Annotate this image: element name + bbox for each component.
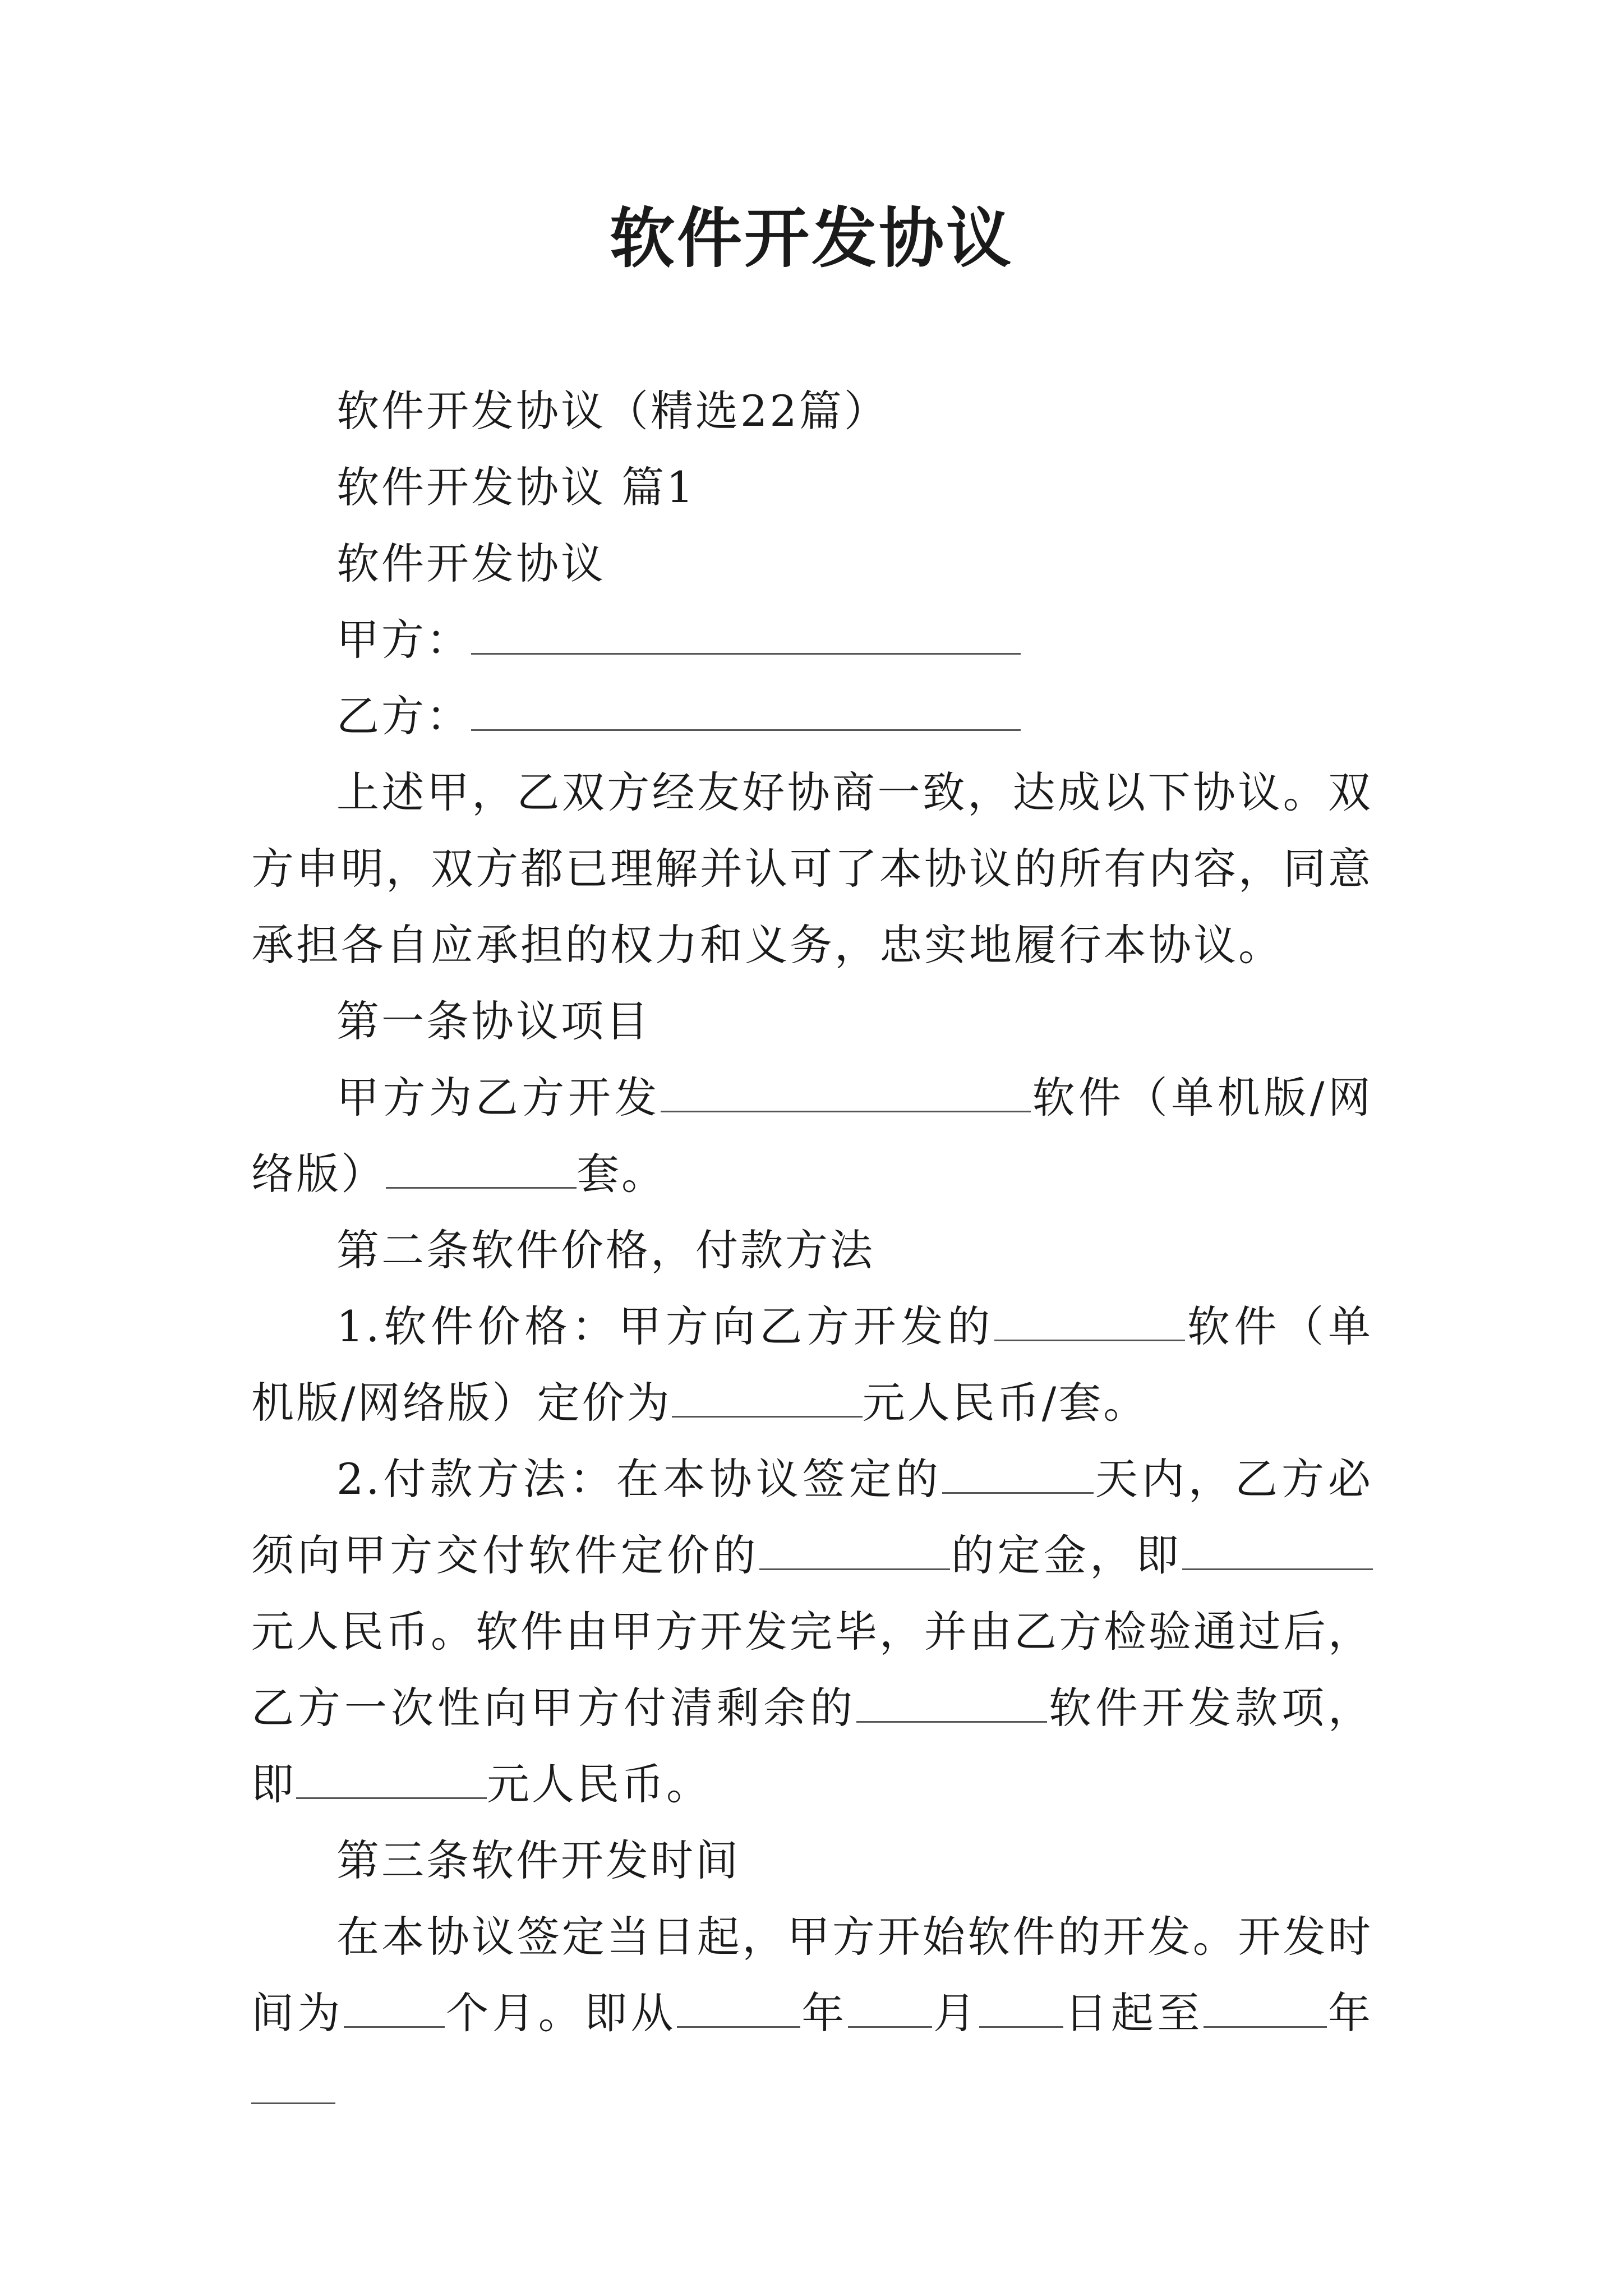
party-a-blank — [471, 618, 1021, 655]
start-day-blank — [979, 1991, 1063, 2028]
time-text-c: 年 — [800, 1988, 848, 2038]
start-month-blank — [848, 1991, 932, 2028]
deposit-amount-blank — [1182, 1534, 1373, 1570]
pay-text-f: 元人民币。 — [487, 1759, 711, 1809]
party-a-line — [251, 602, 1373, 678]
remaining-amount-blank — [296, 1763, 487, 1799]
article-1-text-c: 套。 — [577, 1149, 666, 1199]
party-a-label: 甲方： — [336, 615, 471, 665]
pay-text-d: 元人民币。软件由甲方开发完毕，并由乙方检验通过后，乙方一次性向甲方付清剩余的 — [251, 1607, 1373, 1733]
heading-selected: 软件开发协议（精选22篇） — [336, 386, 889, 436]
article-2-title: 第二条软件价格，付款方法 — [336, 1225, 875, 1275]
quantity-blank — [386, 1152, 577, 1189]
document-body — [251, 373, 1373, 2128]
time-text-b: 个月。即从 — [444, 1988, 677, 2038]
time-text-e: 日起至 — [1063, 1988, 1204, 2038]
price-text-a: 1.软件价格：甲方向乙方开发的 — [336, 1301, 994, 1351]
time-paragraph — [251, 1899, 1373, 2128]
party-b-label: 乙方： — [336, 691, 471, 741]
pay-text-e: 软件开发款项，即 — [251, 1683, 1373, 1809]
remaining-ratio-blank — [856, 1686, 1047, 1723]
article-1-title: 第一条协议项目 — [336, 996, 651, 1046]
end-month-blank — [251, 2068, 335, 2104]
months-blank — [344, 1991, 445, 2028]
pay-text-a: 2.付款方法：在本协议签定的 — [336, 1454, 942, 1504]
article-1-text-b: 软件（单机版/网络版） — [251, 1073, 1373, 1199]
price-software-blank — [994, 1305, 1185, 1341]
time-text-d: 月 — [932, 1988, 980, 2038]
document-title: 软件开发协议 — [610, 200, 1013, 277]
article-1-text-a: 甲方为乙方开发 — [336, 1073, 661, 1122]
heading-doc: 软件开发协议 — [336, 539, 606, 588]
party-b-blank — [471, 694, 1021, 731]
end-year-blank — [1204, 1991, 1327, 2028]
days-blank — [942, 1457, 1094, 1494]
article-3-title: 第三条软件开发时间 — [336, 1835, 740, 1885]
price-paragraph — [251, 1289, 1373, 1441]
payment-paragraph — [251, 1441, 1373, 1823]
start-year-blank — [677, 1991, 800, 2028]
price-text-b: 软件（单机版/网络版）定价为 — [251, 1301, 1373, 1428]
price-text-c: 元人民币/套。 — [862, 1378, 1149, 1428]
intro-paragraph: 上述甲，乙双方经友好协商一致，达成以下协议。双方申明，双方都已理解并认可了本协议的所有内容，同意承担各自应承担的权力和义务，忠实地履行本协议。 — [251, 767, 1373, 970]
time-text-a: 在本协议签定当日起，甲方开始软件的开发。开发时间为 — [251, 1912, 1373, 2038]
article-1-paragraph — [251, 1060, 1373, 1212]
heading-part: 软件开发协议 篇1 — [336, 462, 696, 512]
pay-text-b: 天内，乙方必须向甲方交付软件定价的 — [251, 1454, 1373, 1580]
time-text-f: 年 — [1326, 1988, 1373, 2038]
party-b-line — [251, 678, 1373, 754]
pay-text-c: 的定金，即 — [949, 1530, 1183, 1580]
software-name-blank — [661, 1076, 1031, 1112]
deposit-ratio-blank — [759, 1534, 950, 1570]
price-amount-blank — [672, 1381, 863, 1418]
